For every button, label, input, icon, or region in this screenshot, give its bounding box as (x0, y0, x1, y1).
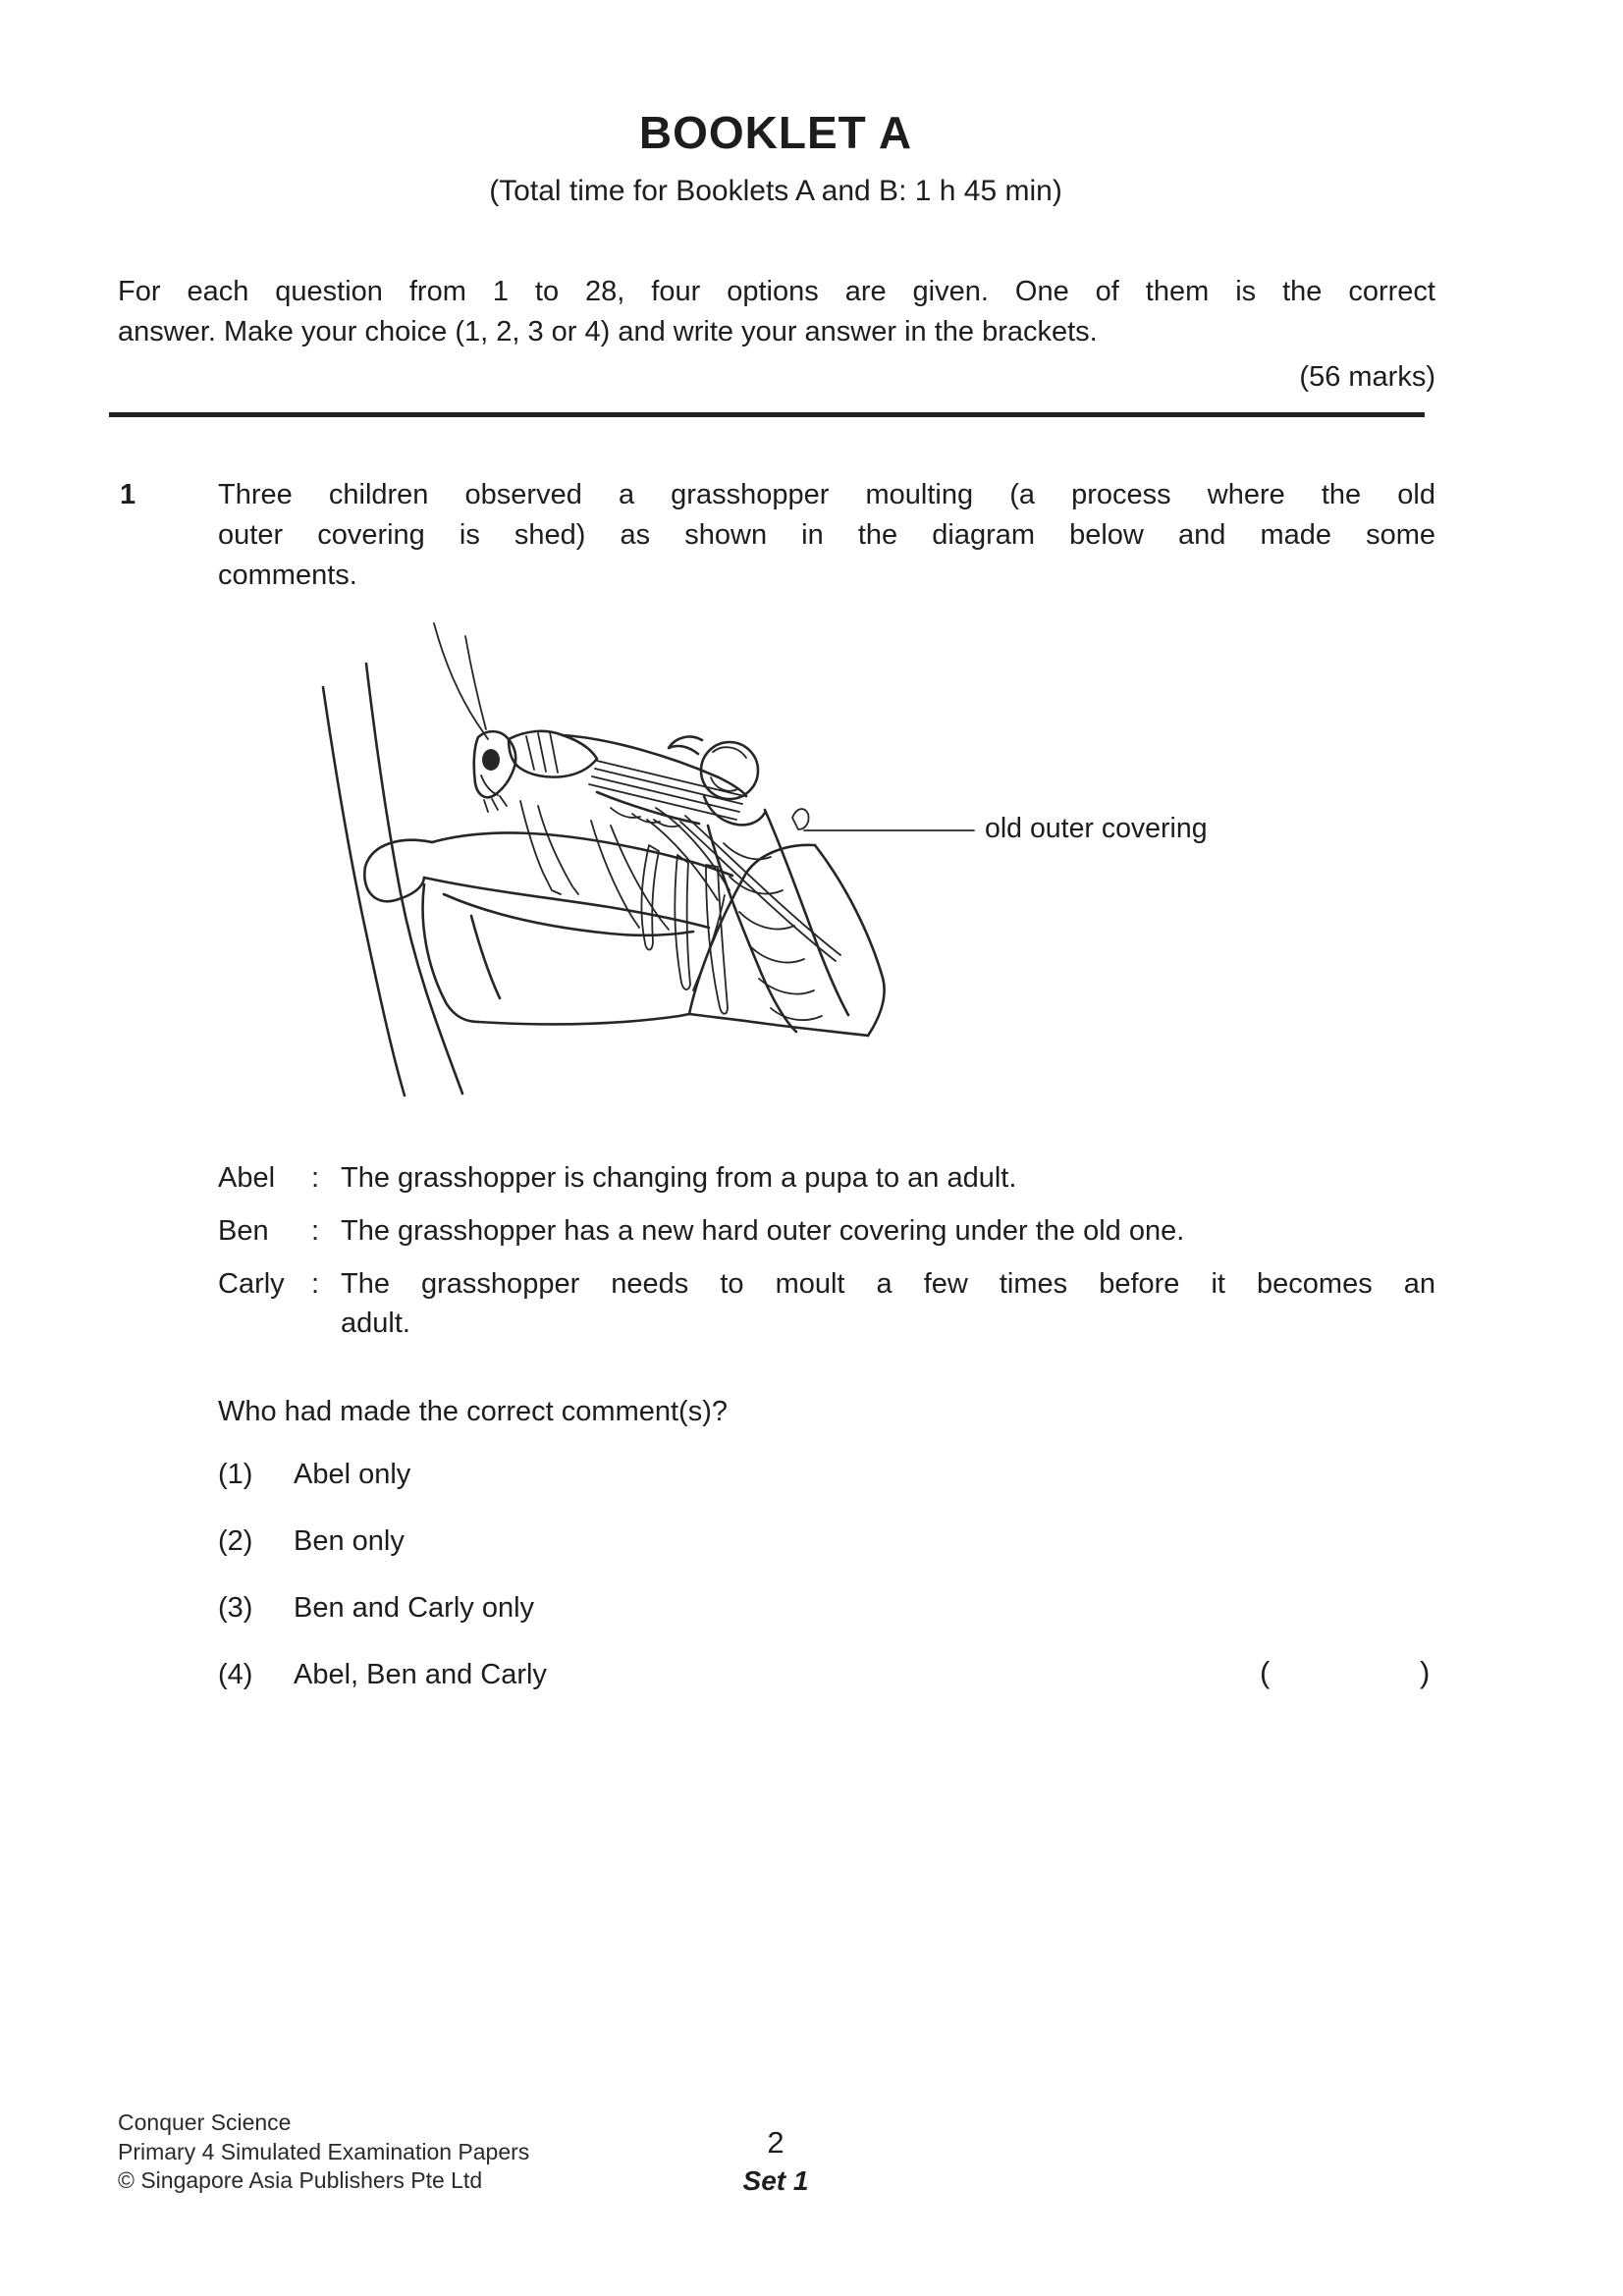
comment-name: Abel (218, 1162, 276, 1194)
comment-name: Ben (218, 1215, 269, 1247)
question-number: 1 (120, 479, 136, 510)
comment-separator: : (311, 1215, 320, 1247)
marks-note: (56 marks) (1299, 361, 1435, 393)
comment-separator: : (311, 1162, 320, 1194)
comment-text-line: The grasshopper has a new hard outer covering under the old one. (341, 1215, 1185, 1247)
answer-bracket-open: ( (1260, 1655, 1271, 1689)
grasshopper-moulting-illustration (285, 599, 982, 1137)
instructions-line-2: answer. Make your choice (1, 2, 3 or 4) and write your answer in the brackets. (118, 316, 1098, 347)
booklet-subtitle: (Total time for Booklets A and B: 1 h 45 min) (489, 175, 1062, 207)
option-label: Abel, Ben and Carly (294, 1659, 547, 1690)
branch-lines (323, 664, 732, 1095)
comment-ben (218, 1211, 1435, 1251)
divider-rule (109, 412, 1425, 417)
grasshopper-eye (482, 749, 500, 771)
comment-separator: : (311, 1268, 320, 1300)
comment-text (341, 1211, 1435, 1251)
comment-text-line: adult. (341, 1308, 410, 1339)
option-1 (218, 1460, 1435, 1489)
option-number: (3) (218, 1592, 253, 1624)
comments-block (218, 1158, 1435, 1357)
question-text (218, 475, 1435, 596)
set-label: Set 1 (742, 2165, 809, 2196)
comment-text-line: The grasshopper needs to moult a few times before it becomes an (341, 1268, 1435, 1300)
comment-carly (218, 1264, 1435, 1343)
instructions-line-1: For each question from 1 to 28, four options are given. One of them is the correct (118, 276, 1435, 307)
option-4 (218, 1655, 1435, 1690)
option-number: (2) (218, 1525, 253, 1557)
answer-bracket-close: ) (1420, 1655, 1431, 1689)
comment-name: Carly (218, 1268, 285, 1300)
moulting-diagram (285, 599, 982, 1137)
page-number: 2 (767, 2125, 784, 2160)
question-text-line-3: comments. (218, 560, 357, 591)
option-number: (4) (218, 1659, 253, 1690)
footer-page-block (118, 2126, 1434, 2197)
comment-abel (218, 1158, 1435, 1198)
footer-line-1: Conquer Science (118, 2109, 292, 2135)
option-label: Ben only (294, 1525, 405, 1557)
comment-text (341, 1264, 1435, 1343)
comment-text-line: The grasshopper is changing from a pupa to an adult. (341, 1162, 1017, 1194)
question-text-line-2: outer covering is shed) as shown in the diagram below and made some (218, 519, 1435, 551)
option-number: (1) (218, 1459, 253, 1490)
booklet-title: BOOKLET A (638, 107, 913, 158)
option-label: Ben and Carly only (294, 1592, 535, 1624)
option-2 (218, 1526, 1435, 1556)
instructions-paragraph (118, 272, 1435, 352)
option-label: Abel only (294, 1459, 411, 1490)
question-text-line-1: Three children observed a grasshopper moulting (a process where the old (218, 479, 1435, 510)
footer-line-3: © Singapore Asia Publishers Pte Ltd (118, 2167, 483, 2193)
old-outer-covering-figure (642, 737, 848, 1032)
comment-text (341, 1158, 1435, 1198)
question-prompt: Who had made the correct comment(s)? (218, 1396, 728, 1427)
option-3 (218, 1593, 1435, 1623)
footer-line-2: Primary 4 Simulated Examination Papers (118, 2138, 530, 2164)
diagram-label: old outer covering (985, 813, 1208, 844)
options-list (218, 1460, 1435, 1727)
